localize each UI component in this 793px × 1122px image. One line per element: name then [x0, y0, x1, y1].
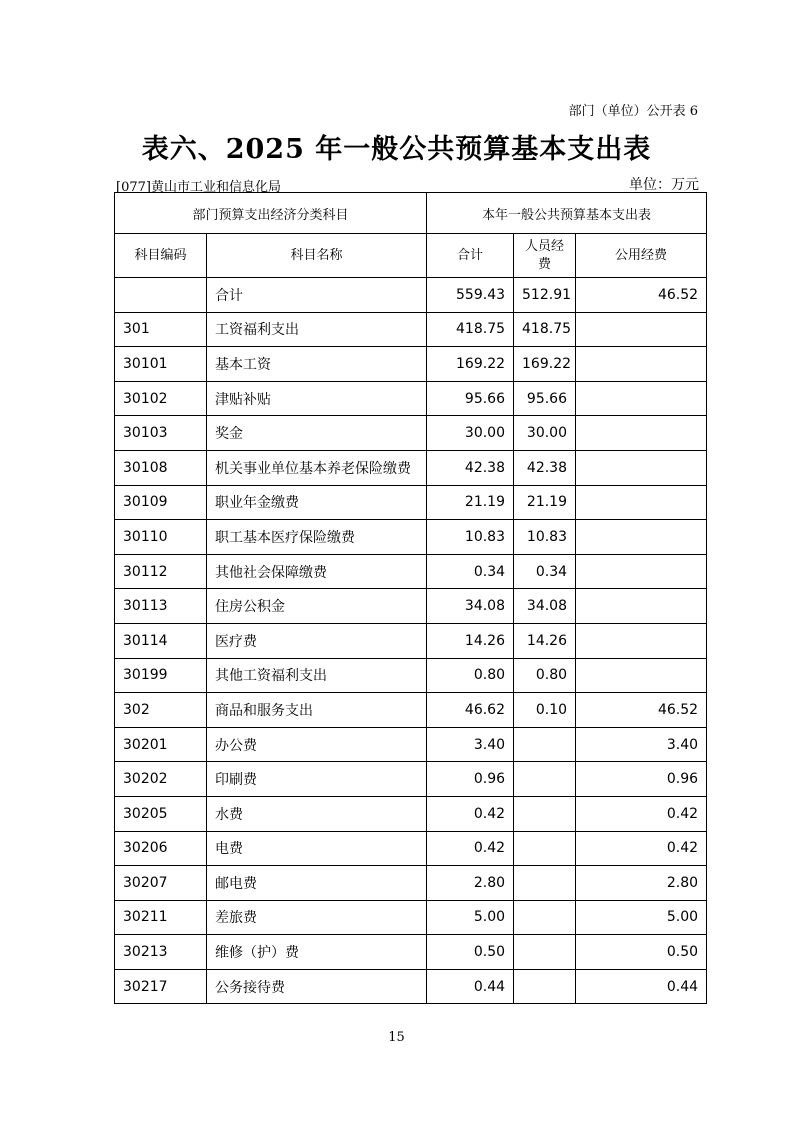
- cell-total: 46.62: [427, 693, 514, 728]
- page-title: 表六、2025 年一般公共预算基本支出表: [141, 134, 652, 165]
- header-row-columns: [115, 234, 707, 278]
- cell-personnel: [514, 900, 576, 935]
- cell-code: 30108: [115, 450, 207, 485]
- cell-public: [576, 450, 707, 485]
- cell-code: 30202: [115, 762, 207, 797]
- cell-total: 34.08: [427, 589, 514, 624]
- cell-public: 46.52: [576, 693, 707, 728]
- cell-total: 5.00: [427, 900, 514, 935]
- cell-total: 42.38: [427, 450, 514, 485]
- table-row: [115, 278, 707, 313]
- cell-personnel: 418.75: [514, 312, 576, 347]
- cell-personnel: [514, 796, 576, 831]
- cell-code: 30112: [115, 554, 207, 589]
- cell-code: [115, 278, 207, 313]
- header-public: 公用经费: [576, 234, 707, 278]
- cell-total: 418.75: [427, 312, 514, 347]
- cell-name: 医疗费: [207, 623, 427, 658]
- cell-public: [576, 312, 707, 347]
- cell-name: 维修（护）费: [207, 935, 427, 970]
- cell-personnel: 0.34: [514, 554, 576, 589]
- table-row: [115, 935, 707, 970]
- cell-name: 其他社会保障缴费: [207, 554, 427, 589]
- header-personnel-line1: 人员经: [525, 238, 565, 254]
- table-row: [115, 554, 707, 589]
- header-code: 科目编码: [115, 234, 207, 278]
- cell-total: 559.43: [427, 278, 514, 313]
- cell-public: 0.50: [576, 935, 707, 970]
- cell-total: 0.44: [427, 969, 514, 1004]
- table-row: [115, 969, 707, 1004]
- cell-name: 职工基本医疗保险缴费: [207, 520, 427, 555]
- table-row: [115, 693, 707, 728]
- cell-personnel: 21.19: [514, 485, 576, 520]
- cell-personnel: [514, 866, 576, 901]
- cell-code: 302: [115, 693, 207, 728]
- cell-public: [576, 416, 707, 451]
- cell-code: 30207: [115, 866, 207, 901]
- table-row: [115, 520, 707, 555]
- cell-total: 0.42: [427, 796, 514, 831]
- cell-personnel: [514, 935, 576, 970]
- cell-total: 0.34: [427, 554, 514, 589]
- table-body: [115, 193, 707, 1004]
- cell-code: 301: [115, 312, 207, 347]
- cell-personnel: 512.91: [514, 278, 576, 313]
- table-row: [115, 450, 707, 485]
- cell-public: 0.42: [576, 796, 707, 831]
- cell-public: 0.96: [576, 762, 707, 797]
- cell-public: [576, 381, 707, 416]
- cell-public: [576, 347, 707, 382]
- table-row: [115, 416, 707, 451]
- cell-personnel: [514, 969, 576, 1004]
- cell-personnel: 14.26: [514, 623, 576, 658]
- header-row-group: [115, 193, 707, 234]
- cell-code: 30199: [115, 658, 207, 693]
- cell-personnel: [514, 727, 576, 762]
- cell-name: 差旅费: [207, 900, 427, 935]
- cell-personnel: 169.22: [514, 347, 576, 382]
- cell-public: [576, 520, 707, 555]
- header-personnel: [514, 234, 576, 278]
- expenditure-table: [114, 192, 707, 1004]
- table-reference-note: 部门（单位）公开表 6: [568, 104, 698, 119]
- cell-public: [576, 485, 707, 520]
- table-row: [115, 312, 707, 347]
- cell-name: 印刷费: [207, 762, 427, 797]
- cell-name: 电费: [207, 831, 427, 866]
- table-row: [115, 347, 707, 382]
- cell-name: 办公费: [207, 727, 427, 762]
- header-group-left: 部门预算支出经济分类科目: [115, 193, 427, 234]
- header-personnel-line2: 费: [538, 256, 552, 272]
- page-number: 15: [388, 1030, 405, 1045]
- cell-code: 30205: [115, 796, 207, 831]
- cell-public: 3.40: [576, 727, 707, 762]
- cell-name: 津贴补贴: [207, 381, 427, 416]
- cell-code: 30213: [115, 935, 207, 970]
- cell-total: 14.26: [427, 623, 514, 658]
- cell-public: [576, 623, 707, 658]
- cell-public: [576, 658, 707, 693]
- cell-personnel: 95.66: [514, 381, 576, 416]
- cell-total: 0.42: [427, 831, 514, 866]
- cell-total: 2.80: [427, 866, 514, 901]
- cell-code: 30114: [115, 623, 207, 658]
- cell-total: 169.22: [427, 347, 514, 382]
- header-group-right: 本年一般公共预算基本支出表: [427, 193, 707, 234]
- cell-public: 0.42: [576, 831, 707, 866]
- cell-total: 0.96: [427, 762, 514, 797]
- cell-code: 30109: [115, 485, 207, 520]
- cell-name: 奖金: [207, 416, 427, 451]
- cell-name: 工资福利支出: [207, 312, 427, 347]
- cell-name: 公务接待费: [207, 969, 427, 1004]
- cell-public: 0.44: [576, 969, 707, 1004]
- cell-code: 30102: [115, 381, 207, 416]
- cell-public: 2.80: [576, 866, 707, 901]
- cell-personnel: 34.08: [514, 589, 576, 624]
- cell-total: 95.66: [427, 381, 514, 416]
- cell-code: 30217: [115, 969, 207, 1004]
- cell-public: [576, 554, 707, 589]
- cell-name: 机关事业单位基本养老保险缴费: [207, 450, 427, 485]
- cell-name: 水费: [207, 796, 427, 831]
- cell-total: 21.19: [427, 485, 514, 520]
- cell-total: 0.80: [427, 658, 514, 693]
- cell-public: 5.00: [576, 900, 707, 935]
- table-row: [115, 381, 707, 416]
- cell-personnel: [514, 762, 576, 797]
- cell-name: 邮电费: [207, 866, 427, 901]
- cell-public: [576, 589, 707, 624]
- header-name: 科目名称: [207, 234, 427, 278]
- cell-total: 0.50: [427, 935, 514, 970]
- table-row: [115, 589, 707, 624]
- cell-code: 30103: [115, 416, 207, 451]
- cell-personnel: 0.10: [514, 693, 576, 728]
- cell-code: 30110: [115, 520, 207, 555]
- cell-personnel: 10.83: [514, 520, 576, 555]
- table-row: [115, 796, 707, 831]
- cell-name: 职业年金缴费: [207, 485, 427, 520]
- table-row: [115, 727, 707, 762]
- organization-name: [077]黄山市工业和信息化局: [116, 180, 281, 195]
- table-row: [115, 831, 707, 866]
- cell-name: 商品和服务支出: [207, 693, 427, 728]
- cell-code: 30101: [115, 347, 207, 382]
- cell-name: 其他工资福利支出: [207, 658, 427, 693]
- table-row: [115, 866, 707, 901]
- cell-personnel: 0.80: [514, 658, 576, 693]
- header-total: 合计: [427, 234, 514, 278]
- cell-code: 30206: [115, 831, 207, 866]
- cell-name: 基本工资: [207, 347, 427, 382]
- cell-personnel: 30.00: [514, 416, 576, 451]
- unit-label: 单位：万元: [629, 177, 699, 193]
- cell-total: 3.40: [427, 727, 514, 762]
- cell-total: 10.83: [427, 520, 514, 555]
- cell-name: 住房公积金: [207, 589, 427, 624]
- table-row: [115, 658, 707, 693]
- cell-total: 30.00: [427, 416, 514, 451]
- cell-code: 30113: [115, 589, 207, 624]
- table-row: [115, 762, 707, 797]
- cell-public: 46.52: [576, 278, 707, 313]
- cell-personnel: [514, 831, 576, 866]
- cell-code: 30201: [115, 727, 207, 762]
- cell-personnel: 42.38: [514, 450, 576, 485]
- table-row: [115, 623, 707, 658]
- table-row: [115, 900, 707, 935]
- cell-code: 30211: [115, 900, 207, 935]
- table-row: [115, 485, 707, 520]
- cell-name: 合计: [207, 278, 427, 313]
